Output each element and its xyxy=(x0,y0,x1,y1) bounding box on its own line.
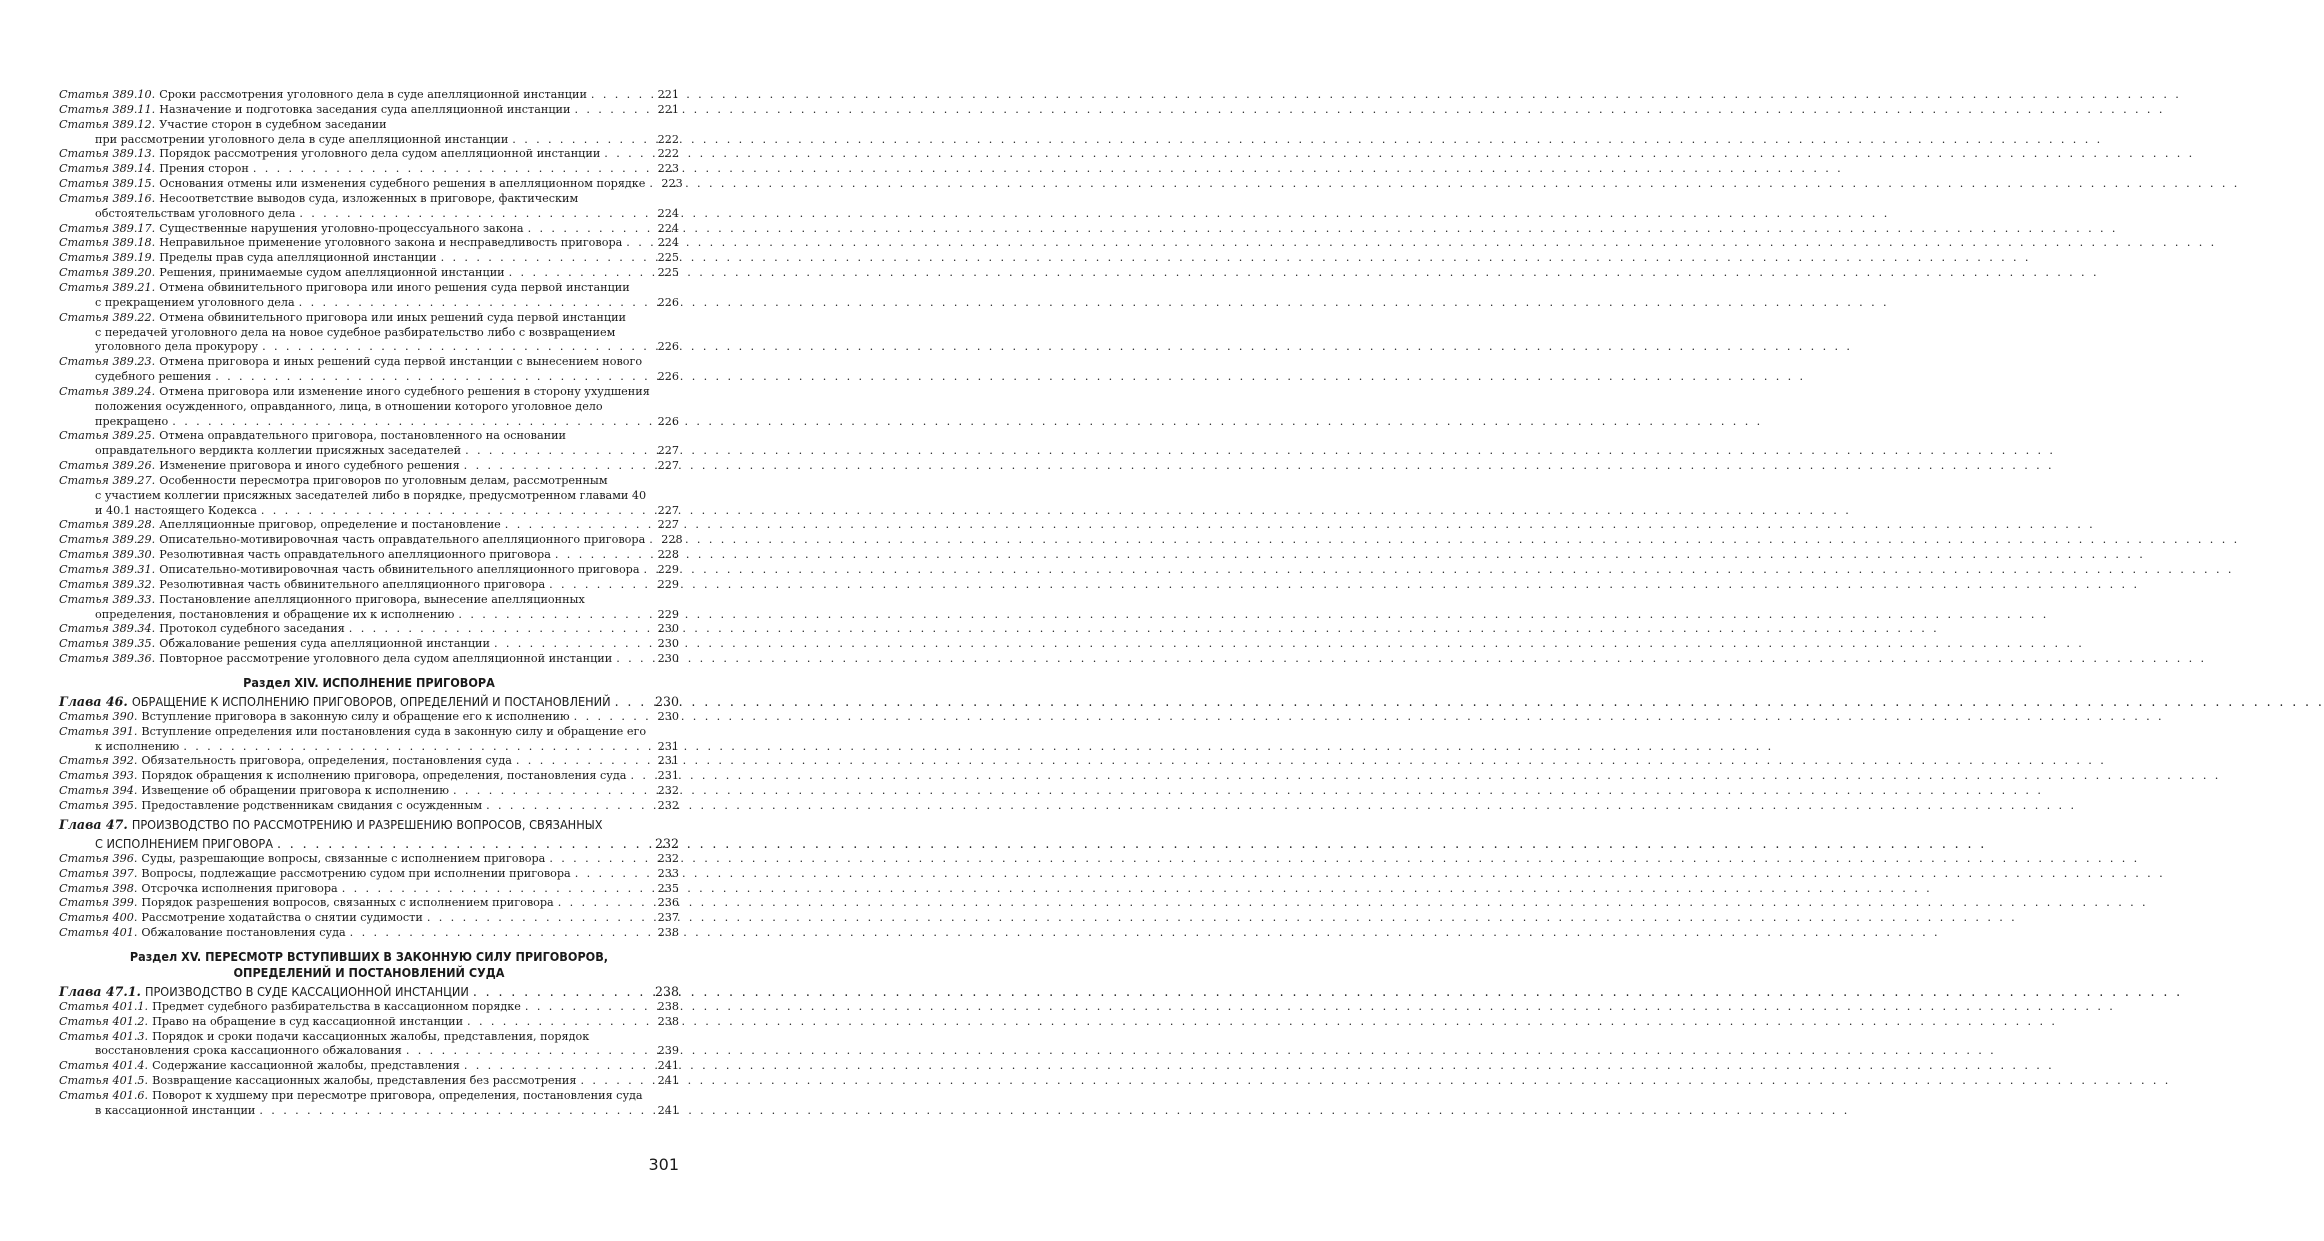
article-number: Статья 401.3. xyxy=(59,1029,149,1043)
toc-entry-line xyxy=(59,769,679,784)
article-number: Статья 400. xyxy=(59,911,138,925)
dot-leader xyxy=(516,754,656,769)
toc-entry-line xyxy=(59,725,679,740)
table-of-contents xyxy=(59,88,683,1119)
toc-page-number: 239 xyxy=(657,1044,679,1058)
toc-page-number: 224 xyxy=(657,236,679,250)
dot-leader xyxy=(528,222,656,237)
toc-entry-line xyxy=(59,882,679,897)
dot-leader xyxy=(215,370,655,385)
toc-entry-line xyxy=(59,296,679,311)
toc-entry-line xyxy=(59,911,679,926)
article-title: Участие сторон в судебном заседании xyxy=(159,117,387,131)
toc-entry-line xyxy=(59,251,679,266)
dot-leader xyxy=(575,867,656,882)
toc-page-number: 228 xyxy=(661,533,683,547)
toc-page-number: 238 xyxy=(654,983,679,999)
article-title: оправдательного вердикта коллегии присяжных заседателей xyxy=(95,444,462,458)
article-number: Статья 401.6. xyxy=(59,1088,149,1102)
toc-entry-line xyxy=(59,340,679,355)
dot-leader xyxy=(549,852,655,867)
article-number: Статья 389.32. xyxy=(59,577,156,591)
toc-entry-line xyxy=(59,784,679,799)
toc-page-number: 230 xyxy=(657,652,679,666)
article-title: уголовного дела прокурору xyxy=(95,340,259,354)
toc-page-number: 232 xyxy=(657,784,679,798)
article-title: Возвращение кассационных жалобы, представления без рассмотрения xyxy=(152,1074,577,1088)
toc-entry-line xyxy=(59,1044,679,1059)
article-number: Статья 389.15. xyxy=(59,177,156,191)
toc-entry-line xyxy=(59,799,679,814)
article-title: Право на обращение в суд кассационной инстанции xyxy=(152,1014,464,1028)
article-number: Статья 389.30. xyxy=(59,548,156,562)
article-number: Статья 389.23. xyxy=(59,355,156,369)
article-title: Отсрочка исполнения приговора xyxy=(141,881,338,895)
toc-entry-line xyxy=(59,608,679,623)
article-title: при рассмотрении уголовного дела в суде апелляционной инстанции xyxy=(95,132,509,146)
article-title: Резолютивная часть оправдательного апелляционного приговора xyxy=(159,548,551,562)
toc-page-number: 241 xyxy=(657,1059,679,1073)
article-number: Статья 401.4. xyxy=(59,1059,149,1073)
article-title: Вступление приговора в законную силу и обращение его к исполнению xyxy=(141,709,570,723)
article-title: Назначение и подготовка заседания суда апелляционной инстанции xyxy=(159,102,571,116)
dot-leader xyxy=(649,533,659,548)
dot-leader xyxy=(604,147,655,162)
article-title: Отмена приговора и иных решений суда первой инстанции с вынесением нового xyxy=(159,355,643,369)
article-title: Изменение приговора и иного судебного решения xyxy=(159,459,460,473)
toc-entry-line xyxy=(59,103,679,118)
toc-entry-line xyxy=(59,326,679,341)
toc-entry-line xyxy=(59,852,679,867)
dot-leader xyxy=(473,984,653,1000)
toc-entry-line xyxy=(59,133,679,148)
toc-page-number: 230 xyxy=(657,709,679,723)
toc-page-number: 226 xyxy=(657,340,679,354)
article-number: Статья 401.5. xyxy=(59,1074,149,1088)
toc-entry-line xyxy=(59,444,679,459)
toc-page-number: 224 xyxy=(657,221,679,235)
toc-entry-line xyxy=(59,177,683,192)
toc-page-number: 236 xyxy=(657,896,679,910)
toc-page-number: 223 xyxy=(661,177,683,191)
article-number: Статья 389.31. xyxy=(59,563,156,576)
article-number: Статья 389.34. xyxy=(59,622,156,636)
article-title: Суды, разрешающие вопросы, связанные с исполнением приговора xyxy=(141,851,546,865)
toc-entry-line xyxy=(59,504,679,519)
chapter-title: С ИСПОЛНЕНИЕМ ПРИГОВОРА xyxy=(95,835,273,851)
article-title: с передачей уголовного дела на новое судебное разбирательство либо с возвращением xyxy=(95,325,616,339)
article-title: Прения сторон xyxy=(159,162,249,176)
toc-page-number: 225 xyxy=(657,266,679,280)
article-title: Вопросы, подлежащие рассмотрению судом при исполнении приговора xyxy=(141,866,571,880)
article-number: Статья 389.22. xyxy=(59,310,156,324)
article-number: Статья 396. xyxy=(59,851,138,865)
article-title: Предмет судебного разбирательства в кассационном порядке xyxy=(152,999,521,1013)
dot-leader xyxy=(406,1044,656,1059)
article-title: Несоответствие выводов суда, изложенных в приговоре, фактическим xyxy=(159,191,579,205)
article-number: Статья 389.28. xyxy=(59,518,156,532)
article-title: в кассационной инстанции xyxy=(95,1103,256,1117)
toc-page-number: 232 xyxy=(657,798,679,812)
toc-entry-line xyxy=(59,236,679,251)
dot-leader xyxy=(183,740,655,755)
article-number: Статья 389.24. xyxy=(59,384,156,398)
article-title: Описательно-мотивировочная часть обвинительного апелляционного приговора xyxy=(159,563,640,576)
toc-entry-line xyxy=(59,370,679,385)
toc-chapter-line xyxy=(59,817,679,833)
article-number: Статья 389.33. xyxy=(59,592,156,606)
article-title: Основания отмены или изменения судебного решения в апелляционном порядке xyxy=(159,177,646,191)
article-number: Статья 389.19. xyxy=(59,251,156,265)
toc-page-number: 226 xyxy=(657,414,679,428)
toc-chapter-line xyxy=(59,984,679,1000)
article-title: Поворот к худшему при пересмотре приговора, определения, постановления суда xyxy=(152,1088,643,1102)
dot-leader xyxy=(505,518,656,533)
toc-entry-line xyxy=(59,578,679,593)
toc-page-number: 226 xyxy=(657,295,679,309)
toc-entry-line xyxy=(59,1104,679,1119)
toc-entry-line xyxy=(59,459,679,474)
article-number: Статья 389.17. xyxy=(59,221,156,235)
article-number: Статья 389.20. xyxy=(59,266,156,280)
toc-entry-line xyxy=(59,533,683,548)
toc-entry-line xyxy=(59,385,679,400)
toc-page-number: 232 xyxy=(657,851,679,865)
article-title: Обязательность приговора, определения, постановления суда xyxy=(141,754,512,768)
article-title: Апелляционные приговор, определение и постановление xyxy=(159,518,501,532)
toc-page-number: 227 xyxy=(657,459,679,473)
article-title: Отмена приговора или изменение иного судебного решения в сторону ухудшения xyxy=(159,384,650,398)
toc-entry-line xyxy=(59,162,679,177)
article-title: с прекращением уголовного дела xyxy=(95,295,295,309)
article-number: Статья 389.26. xyxy=(59,459,156,473)
toc-entry-line xyxy=(59,1074,679,1089)
toc-page-number: 238 xyxy=(657,926,679,940)
toc-entry-line xyxy=(59,311,679,326)
toc-page-number: 241 xyxy=(657,1103,679,1117)
article-number: Статья 389.10. xyxy=(59,88,156,101)
article-title: Резолютивная часть обвинительного апелляционного приговора xyxy=(159,577,546,591)
dot-leader xyxy=(441,251,656,266)
toc-page-number: 229 xyxy=(657,577,679,591)
toc-entry-line xyxy=(59,429,679,444)
section-heading: Раздел XIV. ИСПОЛНЕНИЕ ПРИГОВОРА xyxy=(243,674,495,690)
chapter-title: ПРОИЗВОДСТВО ПО РАССМОТРЕНИЮ И РАЗРЕШЕНИЮ ВОПРОСОВ, СВЯЗАННЫХ xyxy=(131,816,603,832)
dot-leader xyxy=(350,926,656,941)
article-title: Отмена обвинительного приговора или иного решения суда первой инстанции xyxy=(159,280,630,294)
section-heading: ОПРЕДЕЛЕНИЙ И ПОСТАНОВЛЕНИЙ СУДА xyxy=(233,964,505,980)
toc-entry-line xyxy=(59,147,679,162)
dot-leader xyxy=(549,578,656,593)
toc-page-number: 229 xyxy=(657,607,679,621)
article-number: Статья 401.1. xyxy=(59,999,149,1013)
toc-entry-line xyxy=(59,652,679,667)
toc-entry-line xyxy=(59,266,679,281)
article-title: Содержание кассационной жалобы, представления xyxy=(152,1059,460,1073)
toc-page-number: 227 xyxy=(657,518,679,532)
toc-page-number: 222 xyxy=(657,147,679,161)
toc-entry-line xyxy=(59,281,679,296)
toc-entry-line xyxy=(59,207,679,222)
section-heading: Раздел XV. ПЕРЕСМОТР ВСТУПИВШИХ В ЗАКОННУЮ СИЛУ ПРИГОВОРОВ, xyxy=(129,948,609,964)
chapter-number: Глава 46. xyxy=(59,693,128,709)
toc-page-number: 237 xyxy=(657,911,679,925)
article-title: Протокол судебного заседания xyxy=(159,622,345,636)
dot-leader xyxy=(512,133,655,148)
toc-page-number: 235 xyxy=(657,881,679,895)
toc-page-number: 241 xyxy=(657,1074,679,1088)
dot-leader xyxy=(626,236,655,251)
toc-page-number: 222 xyxy=(657,132,679,146)
article-title: Вступление определения или постановления суда в законную силу и обращение его xyxy=(141,724,647,738)
dot-leader xyxy=(277,836,653,852)
toc-page-number: 238 xyxy=(657,999,679,1013)
toc-page-number: 230 xyxy=(654,693,679,709)
toc-entry-line xyxy=(59,593,679,608)
dot-leader xyxy=(349,622,656,637)
dot-leader xyxy=(509,266,656,281)
article-number: Статья 389.18. xyxy=(59,236,156,250)
article-number: Статья 399. xyxy=(59,896,138,910)
toc-page-number: 238 xyxy=(657,1014,679,1028)
toc-chapter-line xyxy=(59,836,679,852)
chapter-title: ПРОИЗВОДСТВО В СУДЕ КАССАЦИОННОЙ ИНСТАНЦИИ xyxy=(144,983,469,999)
toc-entry-line xyxy=(59,926,679,941)
article-number: Статья 389.14. xyxy=(59,162,156,176)
article-number: Статья 393. xyxy=(59,769,138,783)
dot-leader xyxy=(558,896,656,911)
toc-page-number: 231 xyxy=(657,739,679,753)
article-number: Статья 401. xyxy=(59,926,138,940)
article-number: Статья 389.36. xyxy=(59,652,156,666)
toc-page-number: 227 xyxy=(657,444,679,458)
article-title: Существенные нарушения уголовно-процессуального закона xyxy=(159,221,524,235)
toc-entry-line xyxy=(59,740,679,755)
toc-entry-line xyxy=(59,754,679,769)
dot-leader xyxy=(261,504,656,519)
article-title: восстановления срока кассационного обжалования xyxy=(95,1044,402,1058)
toc-entry-line xyxy=(59,867,679,882)
toc-entry-line xyxy=(59,88,679,103)
article-title: Отмена обвинительного приговора или иных решений суда первой инстанции xyxy=(159,310,626,324)
article-title: Рассмотрение ходатайства о снятии судимости xyxy=(141,911,423,925)
dot-leader xyxy=(574,710,656,725)
toc-entry-line xyxy=(59,1000,679,1015)
toc-page-number: 221 xyxy=(657,102,679,116)
article-title: Порядок и сроки подачи кассационных жалобы, представления, порядок xyxy=(152,1029,590,1043)
toc-entry-line xyxy=(59,563,679,578)
toc-page-number: 227 xyxy=(657,503,679,517)
article-title: Извещение об обращении приговора к исполнению xyxy=(141,784,449,798)
page-number: 301 xyxy=(648,1155,679,1174)
toc-entry-line xyxy=(59,355,679,370)
article-title: Сроки рассмотрения уголовного дела в суде апелляционной инстанции xyxy=(159,88,587,101)
toc-page-number: 228 xyxy=(657,548,679,562)
dot-leader xyxy=(630,769,655,784)
dot-leader xyxy=(591,88,656,103)
toc-chapter-line xyxy=(59,694,679,710)
dot-leader xyxy=(262,340,656,355)
toc-entry-line xyxy=(59,1089,679,1104)
dot-leader xyxy=(172,415,655,430)
dot-leader xyxy=(253,162,656,177)
toc-entry-line xyxy=(59,400,679,415)
toc-page-number: 221 xyxy=(657,88,679,101)
article-title: Особенности пересмотра приговоров по уголовным делам, рассмотренным xyxy=(159,473,608,487)
article-title: Обжалование решения суда апелляционной инстанции xyxy=(159,637,490,651)
article-title: Постановление апелляционного приговора, вынесение апелляционных xyxy=(159,592,585,606)
article-number: Статья 392. xyxy=(59,754,138,768)
article-number: Статья 398. xyxy=(59,881,138,895)
toc-page-number: 229 xyxy=(657,563,679,576)
article-number: Статья 389.11. xyxy=(59,102,156,116)
toc-entry-line xyxy=(59,710,679,725)
dot-leader xyxy=(453,784,656,799)
article-title: Предоставление родственникам свидания с осужденным xyxy=(141,798,483,812)
article-title: Порядок разрешения вопросов, связанных с исполнением приговора xyxy=(141,896,554,910)
toc-page-number: 232 xyxy=(654,835,679,851)
article-number: Статья 389.27. xyxy=(59,473,156,487)
chapter-title: ОБРАЩЕНИЕ К ИСПОЛНЕНИЮ ПРИГОВОРОВ, ОПРЕДЕЛЕНИЙ И ПОСТАНОВЛЕНИЙ xyxy=(131,693,611,709)
toc-entry-line xyxy=(59,1015,679,1030)
article-title: Решения, принимаемые судом апелляционной инстанции xyxy=(159,266,505,280)
dot-leader xyxy=(299,296,656,311)
dot-leader xyxy=(486,799,656,814)
toc-page-number: 230 xyxy=(657,622,679,636)
toc-entry-line xyxy=(59,222,679,237)
article-title: Описательно-мотивировочная часть оправдательного апелляционного приговора xyxy=(159,533,646,547)
toc-page-number: 226 xyxy=(657,370,679,384)
toc-entry-line xyxy=(59,118,679,133)
toc-entry-line xyxy=(59,896,679,911)
toc-entry-line xyxy=(59,548,679,563)
article-title: определения, постановления и обращение их к исполнению xyxy=(95,607,455,621)
dot-leader xyxy=(465,444,656,459)
article-title: и 40.1 настоящего Кодекса xyxy=(95,503,257,517)
toc-entry-line xyxy=(59,518,679,533)
article-number: Статья 389.13. xyxy=(59,147,156,161)
article-title: к исполнению xyxy=(95,739,180,753)
article-title: Отмена оправдательного приговора, постановленного на основании xyxy=(159,429,567,443)
dot-leader xyxy=(259,1104,655,1119)
toc-entry-line xyxy=(59,1030,679,1045)
article-title: прекращено xyxy=(95,414,169,428)
toc-entry-line xyxy=(59,1059,679,1074)
article-title: Порядок рассмотрения уголовного дела судом апелляционной инстанции xyxy=(159,147,601,161)
article-title: Пределы прав суда апелляционной инстанции xyxy=(159,251,437,265)
article-title: положения осужденного, оправданного, лица, в отношении которого уголовное дело xyxy=(95,399,603,413)
toc-page-number: 225 xyxy=(657,251,679,265)
dot-leader xyxy=(464,1059,656,1074)
article-number: Статья 389.12. xyxy=(59,117,156,131)
article-title: судебного решения xyxy=(95,370,212,384)
article-number: Статья 395. xyxy=(59,798,138,812)
dot-leader xyxy=(525,1000,656,1015)
dot-leader xyxy=(427,911,656,926)
article-title: обстоятельствам уголовного дела xyxy=(95,206,296,220)
article-number: Статья 391. xyxy=(59,724,138,738)
dot-leader xyxy=(580,1074,655,1089)
dot-leader xyxy=(574,103,655,118)
article-title: Неправильное применение уголовного закона и несправедливость приговора xyxy=(159,236,623,250)
article-number: Статья 389.16. xyxy=(59,191,156,205)
dot-leader xyxy=(458,608,655,623)
dot-leader xyxy=(615,694,653,710)
dot-leader xyxy=(494,637,656,652)
article-number: Статья 397. xyxy=(59,866,138,880)
toc-entry-line xyxy=(59,192,679,207)
toc-entry-line xyxy=(59,415,679,430)
dot-leader xyxy=(616,652,655,667)
dot-leader xyxy=(644,563,656,578)
dot-leader xyxy=(342,882,656,897)
toc-entry-line xyxy=(59,637,679,652)
dot-leader xyxy=(299,207,655,222)
chapter-number: Глава 47. xyxy=(59,816,128,832)
article-number: Статья 389.25. xyxy=(59,429,156,443)
toc-page-number: 231 xyxy=(657,769,679,783)
article-title: Повторное рассмотрение уголовного дела судом апелляционной инстанции xyxy=(159,652,613,666)
article-number: Статья 389.35. xyxy=(59,637,156,651)
article-number: Статья 389.29. xyxy=(59,533,156,547)
article-number: Статья 389.21. xyxy=(59,280,156,294)
toc-page-number: 233 xyxy=(657,866,679,880)
article-number: Статья 390. xyxy=(59,709,138,723)
article-number: Статья 401.2. xyxy=(59,1014,149,1028)
toc-page-number: 223 xyxy=(657,162,679,176)
article-number: Статья 394. xyxy=(59,784,138,798)
dot-leader xyxy=(649,177,659,192)
article-title: с участием коллегии присяжных заседателей либо в порядке, предусмотренном главами 40 xyxy=(95,488,647,502)
chapter-number: Глава 47.1. xyxy=(59,983,141,999)
toc-page-number: 230 xyxy=(657,637,679,651)
article-title: Обжалование постановления суда xyxy=(141,926,346,940)
toc-entry-line xyxy=(59,489,679,504)
article-title: Порядок обращения к исполнению приговора, определения, постановления суда xyxy=(141,769,627,783)
dot-leader xyxy=(467,1015,656,1030)
toc-page-number: 231 xyxy=(657,754,679,768)
dot-leader xyxy=(555,548,656,563)
toc-page-number: 224 xyxy=(657,206,679,220)
toc-entry-line xyxy=(59,622,679,637)
dot-leader xyxy=(464,459,656,474)
toc-entry-line xyxy=(59,474,679,489)
